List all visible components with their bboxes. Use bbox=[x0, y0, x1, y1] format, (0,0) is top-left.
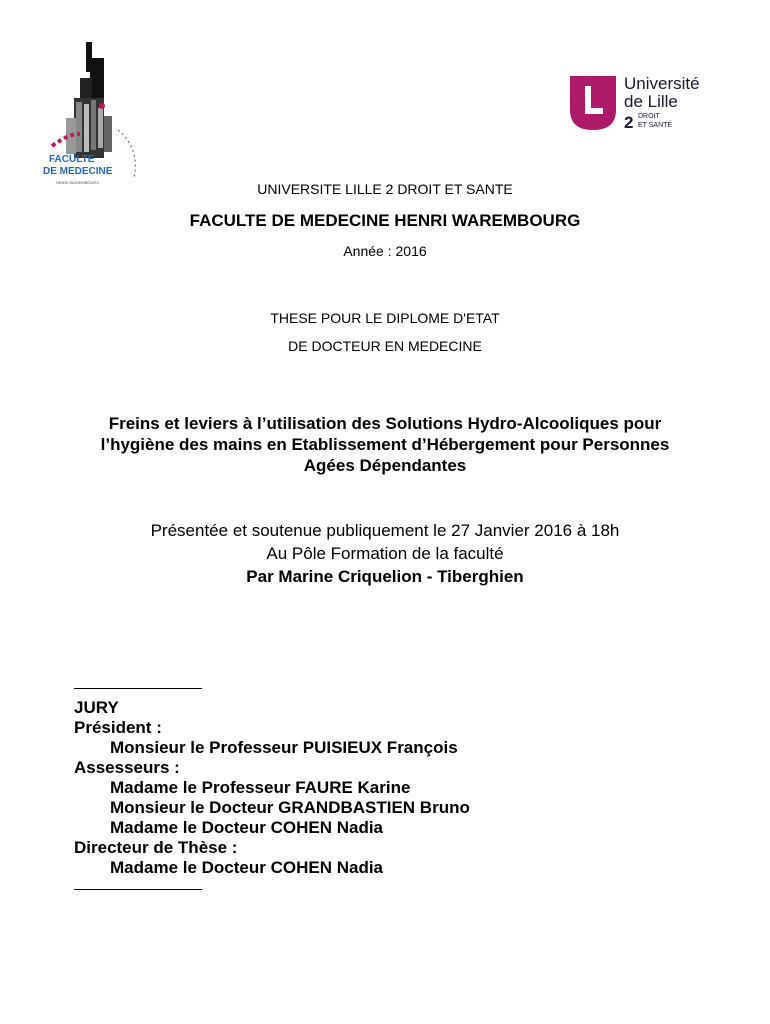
thesis-title bbox=[0, 413, 770, 476]
presentation-date: Présentée et soutenue publiquement le 27 Janvier 2016 à 18h bbox=[150, 521, 620, 540]
president-name: Monsieur le Professeur PUISIEUX François bbox=[110, 738, 458, 757]
faculty-logo-line2: DE MEDECINE bbox=[43, 166, 113, 177]
director-name: Madame le Docteur COHEN Nadia bbox=[110, 858, 384, 877]
faculty-logo bbox=[40, 38, 150, 193]
thesis-type-line2: DE DOCTEUR EN MEDECINE bbox=[288, 338, 482, 354]
assessor-1: Madame le Professeur FAURE Karine bbox=[110, 778, 411, 797]
assessor-3: Madame le Docteur COHEN Nadia bbox=[110, 818, 384, 837]
thesis-title-line3: Agées Dépendantes bbox=[303, 456, 467, 475]
university-logo-name1: Université bbox=[624, 74, 700, 93]
assessors-label: Assesseurs : bbox=[74, 758, 180, 777]
building-icon bbox=[66, 42, 112, 158]
university-logo-name2: de Lille bbox=[624, 92, 678, 111]
university-logo-sub2: ET SANTÉ bbox=[638, 122, 673, 129]
jury-heading: JURY bbox=[74, 698, 119, 717]
university-emblem-icon bbox=[570, 76, 616, 130]
assessor-2: Monsieur le Docteur GRANDBASTIEN Bruno bbox=[110, 798, 470, 817]
faculty-name: FACULTE DE MEDECINE HENRI WAREMBOURG bbox=[189, 211, 581, 230]
presentation-location: Au Pôle Formation de la faculté bbox=[266, 544, 504, 563]
faculty-logo-small-text: HENRI WAREMBOURG bbox=[56, 180, 100, 185]
jury-section bbox=[74, 698, 470, 878]
divider-top bbox=[74, 688, 202, 689]
faculty-logo-line1: FACULTE bbox=[49, 154, 95, 165]
thesis-title-line1: Freins et leviers à l’utilisation des Solutions Hydro-Alcooliques pour bbox=[108, 414, 662, 433]
university-logo-number: 2 bbox=[624, 113, 634, 132]
president-label: Président : bbox=[74, 718, 162, 737]
divider-bottom bbox=[74, 889, 202, 890]
university-name: UNIVERSITE LILLE 2 DROIT ET SANTE bbox=[257, 181, 513, 197]
thesis-title-line2: l’hygiène des mains en Etablissement d’Hébergement pour Personnes bbox=[100, 435, 670, 454]
author: Par Marine Criquelion - Tiberghien bbox=[246, 567, 524, 586]
thesis-type-line1: THESE POUR LE DIPLOME D'ETAT bbox=[270, 310, 500, 326]
university-logo bbox=[568, 70, 738, 132]
year: Année : 2016 bbox=[343, 243, 427, 259]
director-label: Directeur de Thèse : bbox=[74, 838, 238, 857]
university-logo-sub1: DROIT bbox=[638, 113, 660, 120]
